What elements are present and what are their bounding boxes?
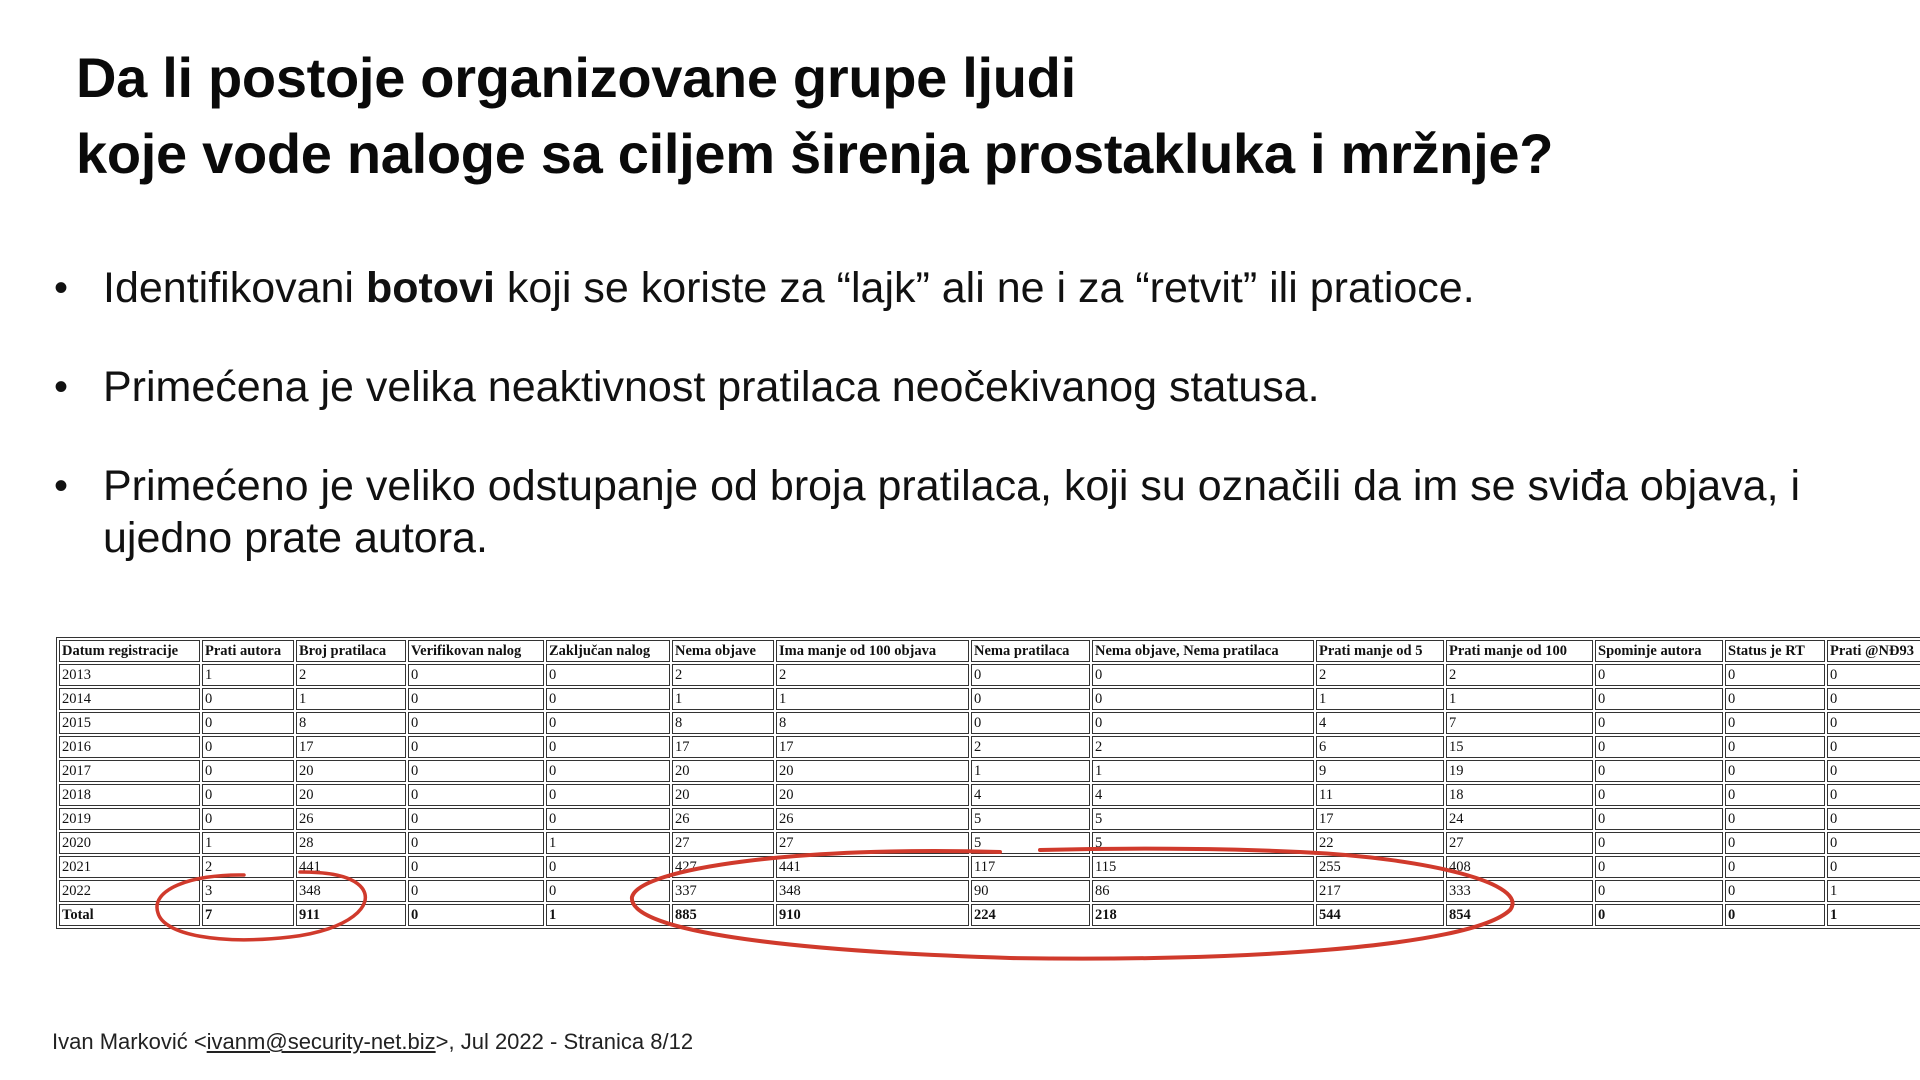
bullet-dot-icon: • xyxy=(54,365,69,409)
footer-date-page: >, Jul 2022 - Stranica 8/12 xyxy=(435,1029,694,1054)
table-cell: 0 xyxy=(408,880,544,902)
table-total-cell: 1 xyxy=(1827,904,1920,926)
table-cell: 0 xyxy=(1595,808,1723,830)
table-cell: 0 xyxy=(1725,712,1825,734)
table-cell: 7 xyxy=(1446,712,1593,734)
table-total-row xyxy=(59,904,1920,926)
table-cell: 1 xyxy=(202,832,294,854)
table-cell: 86 xyxy=(1092,880,1314,902)
table-cell: 0 xyxy=(1725,688,1825,710)
table-cell: 0 xyxy=(202,808,294,830)
table-row xyxy=(59,880,1920,902)
table-row xyxy=(59,688,1920,710)
table-cell: 2019 xyxy=(59,808,200,830)
table-cell: 2015 xyxy=(59,712,200,734)
table-cell: 0 xyxy=(1725,784,1825,806)
table-cell: 0 xyxy=(408,808,544,830)
column-header: Verifikovan nalog xyxy=(408,640,544,662)
table-cell: 24 xyxy=(1446,808,1593,830)
table-cell: 0 xyxy=(1092,664,1314,686)
table-cell: 0 xyxy=(202,688,294,710)
table-cell: 0 xyxy=(1595,880,1723,902)
slide-title-line-2: koje vode naloge sa ciljem širenja prostakluka i mržnje? xyxy=(76,122,1554,185)
bullet-dot-icon: • xyxy=(54,266,69,310)
table-cell: 348 xyxy=(776,880,969,902)
footer-email-link[interactable]: ivanm@security-net.biz xyxy=(206,1029,436,1054)
table-cell: 0 xyxy=(1725,832,1825,854)
table-cell: 0 xyxy=(546,880,670,902)
table-cell: 0 xyxy=(408,688,544,710)
bullet-dot-icon: • xyxy=(54,464,69,508)
table-cell: 1 xyxy=(1092,760,1314,782)
column-header: Prati autora xyxy=(202,640,294,662)
table-cell: 1 xyxy=(776,688,969,710)
table-row xyxy=(59,856,1920,878)
column-header: Nema objave, Nema pratilaca xyxy=(1092,640,1314,662)
table-cell: 22 xyxy=(1316,832,1444,854)
bullet-item xyxy=(50,262,1910,314)
table-cell: 0 xyxy=(408,760,544,782)
table-cell: 9 xyxy=(1316,760,1444,782)
table-cell: 0 xyxy=(546,688,670,710)
table-row xyxy=(59,712,1920,734)
column-header: Nema objave xyxy=(672,640,774,662)
table-cell: 1 xyxy=(672,688,774,710)
table-cell: 0 xyxy=(408,736,544,758)
table-cell: 2018 xyxy=(59,784,200,806)
table-cell: 0 xyxy=(1725,880,1825,902)
table-cell: 2016 xyxy=(59,736,200,758)
table-total-cell: 7 xyxy=(202,904,294,926)
table-cell: 2 xyxy=(1316,664,1444,686)
table-cell: 2 xyxy=(202,856,294,878)
table-cell: 2 xyxy=(296,664,406,686)
table-cell: 0 xyxy=(1725,760,1825,782)
table-cell: 8 xyxy=(776,712,969,734)
table-cell: 5 xyxy=(1092,832,1314,854)
table-cell: 19 xyxy=(1446,760,1593,782)
table-cell: 0 xyxy=(408,712,544,734)
footer-author: Ivan Marković < xyxy=(52,1029,207,1054)
table-cell: 0 xyxy=(202,760,294,782)
table-cell: 115 xyxy=(1092,856,1314,878)
slide-title xyxy=(76,40,1553,192)
table-cell: 441 xyxy=(776,856,969,878)
table-cell: 117 xyxy=(971,856,1090,878)
table-row xyxy=(59,760,1920,782)
table-cell: 0 xyxy=(1595,664,1723,686)
column-header: Nema pratilaca xyxy=(971,640,1090,662)
table-total-cell: 1 xyxy=(546,904,670,926)
table-cell: 0 xyxy=(1595,688,1723,710)
table-cell: 8 xyxy=(672,712,774,734)
table-cell: 27 xyxy=(1446,832,1593,854)
stats-table-container xyxy=(56,637,1912,929)
table-cell: 0 xyxy=(971,688,1090,710)
column-header: Spominje autora xyxy=(1595,640,1723,662)
bullet-item xyxy=(50,460,1910,564)
table-cell: 0 xyxy=(1725,664,1825,686)
column-header: Zaključan nalog xyxy=(546,640,670,662)
table-cell: 4 xyxy=(1316,712,1444,734)
table-cell: 0 xyxy=(1595,856,1723,878)
table-cell: 17 xyxy=(296,736,406,758)
table-cell: 0 xyxy=(408,832,544,854)
table-cell: 333 xyxy=(1446,880,1593,902)
table-total-cell: 0 xyxy=(1725,904,1825,926)
column-header: Prati manje od 5 xyxy=(1316,640,1444,662)
table-cell: 0 xyxy=(202,784,294,806)
table-cell: 0 xyxy=(1827,736,1920,758)
table-cell: 0 xyxy=(1827,760,1920,782)
table-cell: 2014 xyxy=(59,688,200,710)
table-total-cell: 218 xyxy=(1092,904,1314,926)
table-cell: 11 xyxy=(1316,784,1444,806)
table-cell: 20 xyxy=(672,784,774,806)
table-cell: 217 xyxy=(1316,880,1444,902)
stats-table xyxy=(56,637,1920,929)
table-cell: 20 xyxy=(776,784,969,806)
table-cell: 27 xyxy=(776,832,969,854)
table-cell: 0 xyxy=(1092,688,1314,710)
bullet-1-bold-text: botovi xyxy=(365,264,495,312)
table-cell: 20 xyxy=(296,784,406,806)
table-total-cell: 224 xyxy=(971,904,1090,926)
table-total-cell: 0 xyxy=(1595,904,1723,926)
table-header-row xyxy=(59,640,1920,662)
table-cell: 0 xyxy=(408,856,544,878)
table-total-cell: 911 xyxy=(296,904,406,926)
table-cell: 3 xyxy=(202,880,294,902)
table-cell: 0 xyxy=(1827,832,1920,854)
table-cell: 0 xyxy=(1827,784,1920,806)
table-cell: 427 xyxy=(672,856,774,878)
table-cell: 18 xyxy=(1446,784,1593,806)
table-cell: 2017 xyxy=(59,760,200,782)
table-cell: 17 xyxy=(672,736,774,758)
slide-title-line-1: Da li postoje organizovane grupe ljudi xyxy=(76,46,1076,109)
table-cell: 0 xyxy=(1092,712,1314,734)
table-cell: 0 xyxy=(1595,760,1723,782)
table-cell: 0 xyxy=(546,856,670,878)
bullet-3-text: Primećeno je veliko odstupanje od broja pratilaca, koji su označili da im se sviđa objava, i ujedno prate autora. xyxy=(103,462,1801,562)
table-cell: 441 xyxy=(296,856,406,878)
table-cell: 0 xyxy=(1725,856,1825,878)
table-cell: 0 xyxy=(546,784,670,806)
bullet-2-text: Primećena je velika neaktivnost pratilaca neočekivanog statusa. xyxy=(103,363,1320,411)
table-cell: 26 xyxy=(672,808,774,830)
table-cell: 408 xyxy=(1446,856,1593,878)
table-cell: 26 xyxy=(776,808,969,830)
table-cell: 15 xyxy=(1446,736,1593,758)
table-cell: 337 xyxy=(672,880,774,902)
table-row xyxy=(59,832,1920,854)
table-row xyxy=(59,664,1920,686)
table-cell: 0 xyxy=(546,808,670,830)
table-cell: 0 xyxy=(971,664,1090,686)
table-cell: 0 xyxy=(546,712,670,734)
table-cell: 28 xyxy=(296,832,406,854)
table-cell: 0 xyxy=(408,784,544,806)
table-cell: 0 xyxy=(1827,688,1920,710)
table-row xyxy=(59,736,1920,758)
table-cell: 0 xyxy=(1595,736,1723,758)
table-cell: 5 xyxy=(971,832,1090,854)
table-total-cell: 0 xyxy=(408,904,544,926)
table-cell: 0 xyxy=(1725,736,1825,758)
table-cell: 1 xyxy=(1316,688,1444,710)
table-cell: 27 xyxy=(672,832,774,854)
table-cell: 0 xyxy=(1595,712,1723,734)
table-cell: 2 xyxy=(776,664,969,686)
table-cell: 0 xyxy=(408,664,544,686)
table-cell: 0 xyxy=(1827,712,1920,734)
table-row xyxy=(59,784,1920,806)
table-cell: 1 xyxy=(202,664,294,686)
table-cell: 2013 xyxy=(59,664,200,686)
table-cell: 17 xyxy=(1316,808,1444,830)
table-cell: 1 xyxy=(546,832,670,854)
table-total-cell: Total xyxy=(59,904,200,926)
table-cell: 255 xyxy=(1316,856,1444,878)
table-cell: 20 xyxy=(296,760,406,782)
column-header: Ima manje od 100 objava xyxy=(776,640,969,662)
bullet-item xyxy=(50,361,1910,413)
bullet-1-text-end: koji se koriste za “lajk” ali ne i za “retvit” ili pratioce. xyxy=(494,264,1475,312)
footer xyxy=(52,1029,693,1055)
table-row xyxy=(59,808,1920,830)
table-cell: 0 xyxy=(546,664,670,686)
table-cell: 1 xyxy=(1446,688,1593,710)
column-header: Status je RT xyxy=(1725,640,1825,662)
table-cell: 2 xyxy=(1446,664,1593,686)
column-header: Datum registracije xyxy=(59,640,200,662)
table-total-cell: 885 xyxy=(672,904,774,926)
bullet-list xyxy=(50,262,1910,611)
table-cell: 2020 xyxy=(59,832,200,854)
table-cell: 2 xyxy=(971,736,1090,758)
table-cell: 348 xyxy=(296,880,406,902)
column-header: Prati @NĐ93 xyxy=(1827,640,1920,662)
table-cell: 0 xyxy=(1595,832,1723,854)
table-cell: 20 xyxy=(776,760,969,782)
table-cell: 2 xyxy=(1092,736,1314,758)
table-cell: 90 xyxy=(971,880,1090,902)
table-total-cell: 854 xyxy=(1446,904,1593,926)
table-cell: 0 xyxy=(1827,856,1920,878)
table-cell: 0 xyxy=(971,712,1090,734)
table-cell: 6 xyxy=(1316,736,1444,758)
table-cell: 0 xyxy=(1827,664,1920,686)
table-cell: 26 xyxy=(296,808,406,830)
column-header: Prati manje od 100 xyxy=(1446,640,1593,662)
table-cell: 1 xyxy=(296,688,406,710)
table-cell: 0 xyxy=(546,760,670,782)
table-cell: 4 xyxy=(971,784,1090,806)
table-cell: 2022 xyxy=(59,880,200,902)
table-body xyxy=(59,664,1920,926)
table-cell: 4 xyxy=(1092,784,1314,806)
table-cell: 2 xyxy=(672,664,774,686)
table-cell: 0 xyxy=(202,736,294,758)
table-cell: 0 xyxy=(1725,808,1825,830)
table-total-cell: 910 xyxy=(776,904,969,926)
table-cell: 8 xyxy=(296,712,406,734)
table-total-cell: 544 xyxy=(1316,904,1444,926)
table-cell: 5 xyxy=(971,808,1090,830)
table-cell: 1 xyxy=(1827,880,1920,902)
table-cell: 17 xyxy=(776,736,969,758)
table-cell: 5 xyxy=(1092,808,1314,830)
bullet-1-text-start: Identifikovani xyxy=(103,264,366,312)
table-cell: 1 xyxy=(971,760,1090,782)
table-cell: 0 xyxy=(546,736,670,758)
table-cell: 0 xyxy=(1827,808,1920,830)
table-cell: 20 xyxy=(672,760,774,782)
table-cell: 0 xyxy=(202,712,294,734)
table-cell: 2021 xyxy=(59,856,200,878)
column-header: Broj pratilaca xyxy=(296,640,406,662)
table-cell: 0 xyxy=(1595,784,1723,806)
